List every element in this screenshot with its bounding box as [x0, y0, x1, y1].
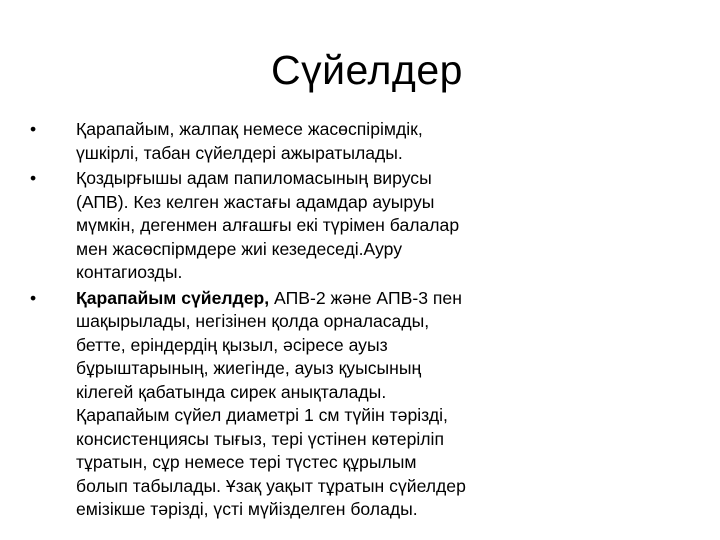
- bullet-item-3: [30, 287, 590, 522]
- bullet-bold-lead: Қарапайым сүйелдер,: [76, 287, 270, 308]
- bullet-line: мүмкін, дегенмен алғашғы екі түрімен балалар: [76, 215, 460, 235]
- bullet-line: Қарапайым, жалпақ немесе жасөспірімдік,: [76, 119, 423, 139]
- bullet-line: Қоздырғышы адам папиломасының вирусы: [76, 168, 432, 188]
- bullet-line: кілегей қабатында сирек анықталады.: [76, 381, 387, 402]
- bullet-line: шақырылады, негізінен қолда орналасады,: [76, 311, 430, 331]
- bullet-line: Қарапайым сүйел диаметрі 1 см түйін тәрізді,: [76, 405, 448, 425]
- bullet-line: тұратын, сұр немесе тері түстес құрылым: [76, 452, 417, 472]
- bullet-line: болып табылады. Ұзақ уақыт тұратын сүйелдер: [76, 475, 466, 496]
- bullet-line: емізікше тәрізді, үсті мүйізделген болады.: [76, 499, 418, 519]
- bullet-line: контагиозды.: [76, 262, 183, 282]
- bullet-first-line-rest: АПВ-2 және АПВ-3 пен: [269, 287, 462, 308]
- bullet-item-1: [30, 118, 590, 165]
- bullet-first-line: [76, 287, 590, 311]
- bullet-item-2: [30, 167, 590, 285]
- bullet-list: [30, 118, 590, 524]
- bullet-line: үшкірлі, табан сүйелдері ажыратылады.: [76, 142, 403, 163]
- bullet-icon: •: [30, 119, 37, 139]
- bullet-line: мен жасөспірмдере жиі кезедеседі.Ауру: [76, 238, 403, 259]
- bullet-icon: •: [30, 287, 37, 308]
- bullet-line: бұрыштарының, жиегінде, ауыз қуысының: [76, 358, 422, 378]
- bullet-line: бетте, еріндердің қызыл, әсіресе ауыз: [76, 334, 388, 355]
- bullet-line: (АПВ). Кез келген жастағы адамдар ауыруы: [76, 191, 435, 212]
- bullet-icon: •: [30, 168, 37, 188]
- bullet-line: консистенциясы тығыз, тері үстінен көтеріліп: [76, 428, 444, 449]
- slide-title: Сүйелдер: [271, 47, 463, 93]
